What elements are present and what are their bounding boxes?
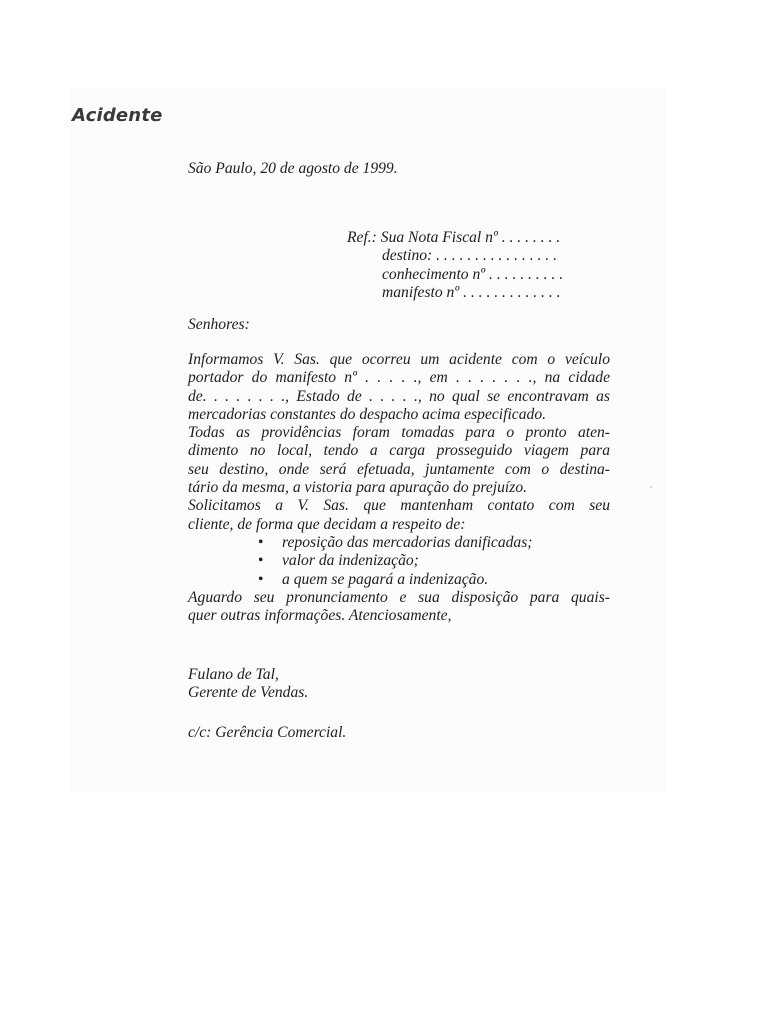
letter-body (188, 351, 610, 625)
reference-manifest: manifesto nº . . . . . . . . . . . . . (382, 283, 561, 301)
letter-date: São Paulo, 20 de agosto de 1999. (188, 160, 398, 177)
body-line: seu destino, onde será efetuada, juntamente com o destina- (188, 460, 610, 478)
request-list (188, 534, 610, 589)
reference-destination: destino: . . . . . . . . . . . . . . . . (382, 247, 557, 265)
scan-speck (650, 486, 652, 488)
body-line: Informamos V. Sas. que ocorreu um acidente com o veículo (188, 351, 610, 368)
body-line: tário da mesma, a vistoria para apuração do prejuízo. (188, 479, 528, 497)
body-line: dimento no local, tendo a carga prosseguido viagem para (188, 442, 610, 460)
signer-name: Fulano de Tal, (188, 666, 279, 683)
copy-to-line: c/c: Gerência Comercial. (188, 724, 347, 741)
body-line: cliente, de forma que decidam a respeito de: (188, 515, 466, 533)
list-item-text: reposição das mercadorias danificadas; (282, 533, 533, 551)
list-item-text: valor da indenização; (282, 552, 419, 570)
bullet-icon: • (258, 570, 264, 588)
list-item (258, 571, 610, 589)
body-line: Solicitamos a V. Sas. que mantenham contato com seu (188, 497, 610, 515)
signature-block (188, 666, 610, 703)
letter-greeting: Senhores: (188, 316, 250, 333)
body-line: quer outras informações. Atenciosamente, (188, 607, 452, 625)
list-item (258, 552, 610, 570)
bullet-icon: • (258, 533, 264, 551)
signer-title: Gerente de Vendas. (188, 684, 309, 702)
bullet-icon: • (258, 552, 264, 570)
body-line: portador do manifesto nº . . . . ., em . . . . . . ., na cidade (188, 369, 610, 387)
reference-block (347, 229, 563, 302)
body-line: Todas as providências foram tomadas para o pronto aten- (188, 424, 610, 442)
body-line: de. . . . . . . ., Estado de . . . . ., no qual se encontravam as (188, 387, 610, 405)
list-item-text: a quem se pagará a indenização. (282, 570, 489, 588)
list-item (258, 534, 610, 552)
reference-invoice: Ref.: Sua Nota Fiscal nº . . . . . . . . (347, 229, 561, 246)
body-line: mercadorias constantes do despacho acima especificado. (188, 405, 547, 423)
reference-bill-of-lading: conhecimento nº . . . . . . . . . . (382, 265, 564, 283)
body-line: Aguardo seu pronunciamento e sua disposição para quais- (188, 588, 610, 606)
section-heading: Acidente (72, 105, 163, 126)
